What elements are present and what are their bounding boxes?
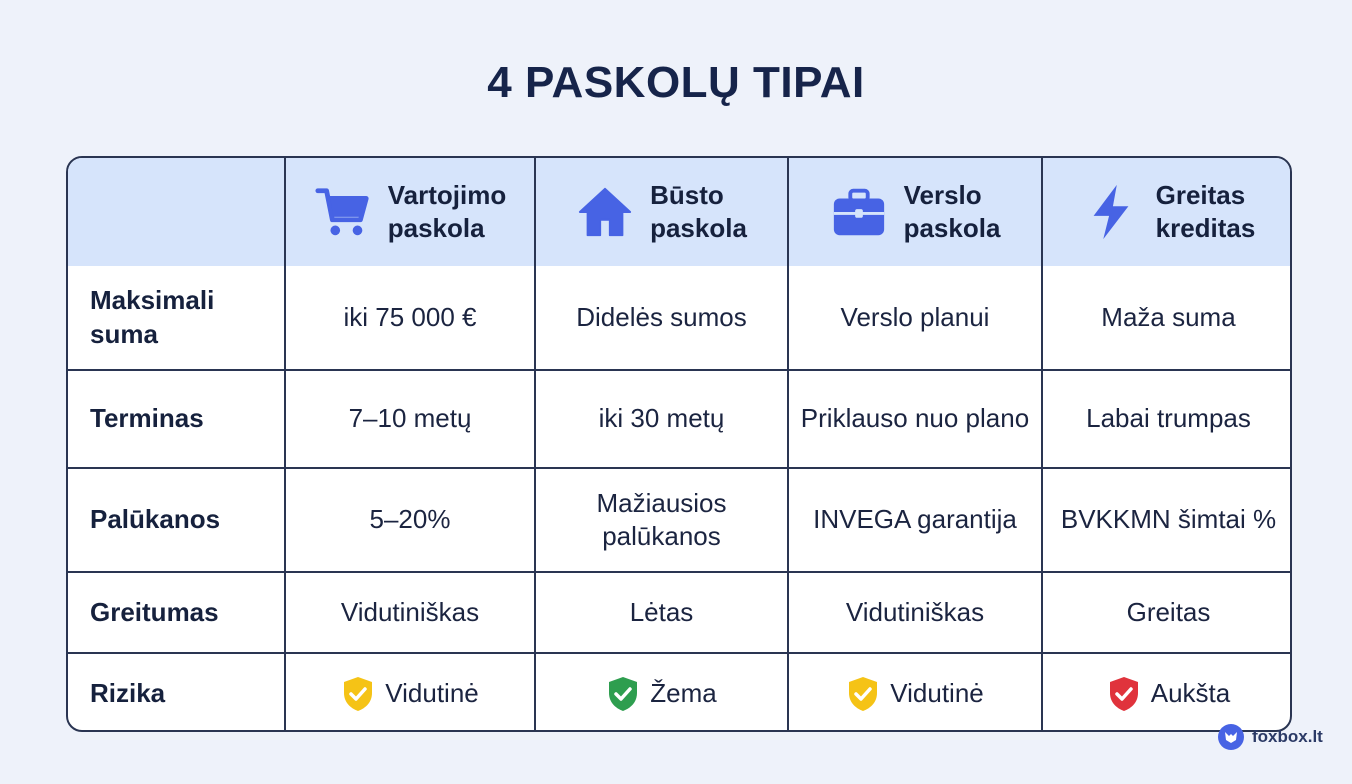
brand-name: foxbox.lt <box>1252 727 1323 746</box>
row-header: Maksimali suma <box>68 266 285 370</box>
column-label: Verslo paskola <box>903 179 1001 243</box>
risk-label: Aukšta <box>1150 678 1231 709</box>
row-header: Greitumas <box>68 572 285 653</box>
table-row <box>68 468 1292 572</box>
table-cell: Labai trumpas <box>1042 370 1292 468</box>
table-cell: Mažiausios palūkanos <box>535 468 788 572</box>
table-cell: iki 75 000 € <box>285 266 535 370</box>
shield-check-icon <box>1107 675 1141 713</box>
loan-comparison-table <box>66 156 1292 732</box>
page-title: 4 PASKOLŲ TIPAI <box>487 58 865 107</box>
risk-label: Vidutinė <box>890 678 984 709</box>
brand-watermark <box>1218 724 1323 750</box>
shield-check-icon <box>341 675 375 713</box>
column-label: Vartojimo paskola <box>387 179 507 243</box>
shield-check-icon <box>846 675 880 713</box>
risk-cell <box>535 653 788 732</box>
row-header: Palūkanos <box>68 468 285 572</box>
corner-cell <box>68 158 285 266</box>
column-label: Greitas kreditas <box>1155 179 1256 243</box>
table-row <box>68 572 1292 653</box>
table-cell: Maža suma <box>1042 266 1292 370</box>
table-cell: Vidutiniškas <box>285 572 535 653</box>
table-cell: Didelės sumos <box>535 266 788 370</box>
header-row <box>68 158 1292 266</box>
column-header-housing-loan <box>535 158 788 266</box>
table-cell: 5–20% <box>285 468 535 572</box>
shopping-cart-icon <box>314 183 372 241</box>
table-cell: Greitas <box>1042 572 1292 653</box>
table-cell: Lėtas <box>535 572 788 653</box>
table-cell: BVKKMN šimtai % <box>1042 468 1292 572</box>
table-cell: 7–10 metų <box>285 370 535 468</box>
column-header-quick-credit <box>1042 158 1292 266</box>
column-header-business-loan <box>788 158 1042 266</box>
shield-check-icon <box>606 675 640 713</box>
risk-label: Žema <box>650 678 717 709</box>
table-row <box>68 266 1292 370</box>
column-header-consumer-loan <box>285 158 535 266</box>
row-header: Rizika <box>68 653 285 732</box>
table-cell: INVEGA garantija <box>788 468 1042 572</box>
table-cell: Verslo planui <box>788 266 1042 370</box>
risk-cell <box>1042 653 1292 732</box>
risk-cell <box>285 653 535 732</box>
table-cell: iki 30 metų <box>535 370 788 468</box>
house-icon <box>576 183 634 241</box>
table-cell: Vidutiniškas <box>788 572 1042 653</box>
table-row <box>68 653 1292 732</box>
table-cell: Priklauso nuo plano <box>788 370 1042 468</box>
briefcase-icon <box>830 183 888 241</box>
table-row <box>68 370 1292 468</box>
fox-logo-icon <box>1218 724 1244 750</box>
column-label: Būsto paskola <box>650 179 747 243</box>
lightning-icon <box>1082 183 1140 241</box>
risk-label: Vidutinė <box>385 678 479 709</box>
risk-cell <box>788 653 1042 732</box>
row-header: Terminas <box>68 370 285 468</box>
